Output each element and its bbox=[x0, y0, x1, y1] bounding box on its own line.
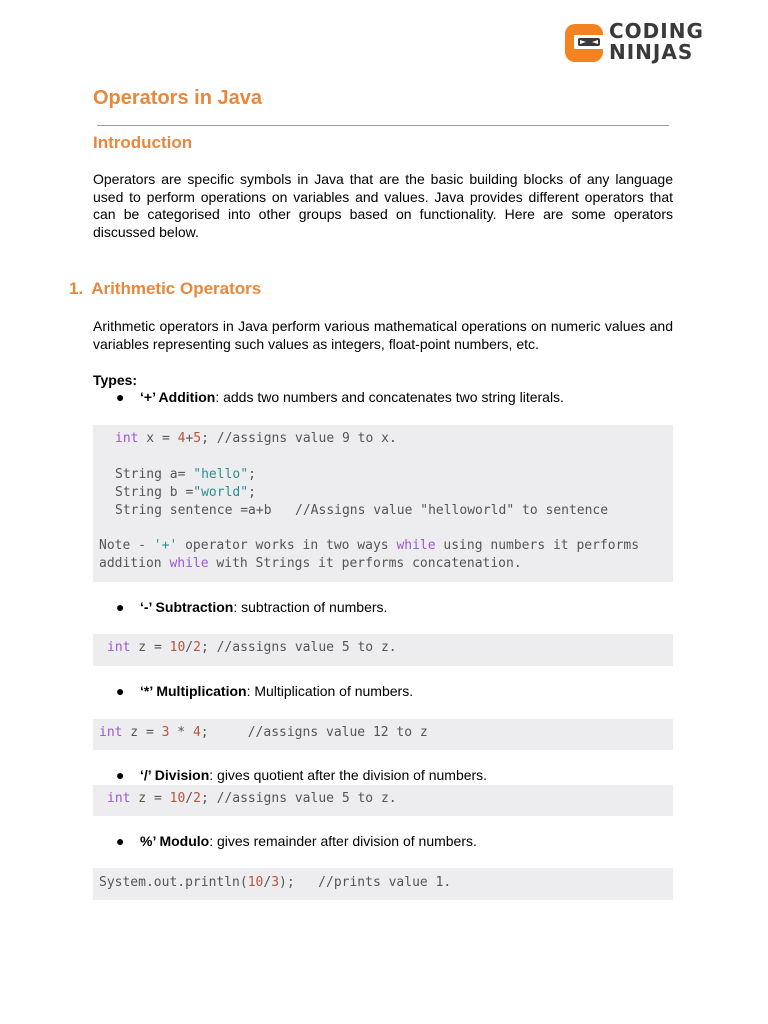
bullet-modulo bbox=[116, 833, 477, 850]
logo-wordmark bbox=[609, 21, 704, 63]
bullet-desc: : Multiplication of numbers. bbox=[246, 683, 414, 699]
code-line: int z = 10/2; //assigns value 5 to z. bbox=[107, 791, 397, 806]
bullet-desc: : gives quotient after the division of numbers. bbox=[209, 767, 488, 783]
bullet-term: %’ Modulo bbox=[140, 833, 210, 849]
bullet-term: ‘/’ Division bbox=[140, 767, 210, 783]
ninja-logo-icon bbox=[564, 23, 604, 63]
bullet-dot: ● bbox=[116, 833, 125, 849]
section-title: Arithmetic Operators bbox=[91, 279, 262, 298]
bullet-dot: ● bbox=[116, 683, 125, 699]
bullet-dot: ● bbox=[116, 599, 125, 615]
types-label: Types: bbox=[93, 372, 138, 388]
code-block-modulo bbox=[93, 868, 673, 900]
bullet-division bbox=[116, 767, 487, 784]
section-number: 1. bbox=[69, 279, 84, 298]
arithmetic-paragraph: Arithmetic operators in Java perform various mathematical operations on numeric values and variables representing such values as integers, float-point numbers, etc. bbox=[93, 318, 673, 352]
bullet-desc: : subtraction of numbers. bbox=[233, 599, 388, 615]
bullet-multiplication bbox=[116, 683, 413, 700]
bullet-desc: : adds two numbers and concatenates two string literals. bbox=[215, 389, 564, 405]
code-block-division bbox=[93, 785, 673, 816]
intro-paragraph: Operators are specific symbols in Java that are the basic building blocks of any language used to perform operations on variables and values. Java provides different operators that can be categorised into other groups based on functionality. Here are some operators discussed below. bbox=[93, 171, 673, 240]
code-line: String a= "hello"; bbox=[115, 467, 256, 482]
code-note-line: addition while with Strings it performs concatenation. bbox=[99, 556, 522, 571]
code-line: String sentence =a+b //Assigns value "helloworld" to sentence bbox=[115, 503, 609, 518]
code-note-line: Note - '+' operator works in two ways while using numbers it performs bbox=[99, 538, 640, 553]
intro-heading: Introduction bbox=[93, 133, 193, 152]
section-arithmetic-heading bbox=[69, 279, 261, 299]
bullet-dot: ● bbox=[116, 767, 125, 783]
bullet-addition bbox=[116, 389, 564, 406]
code-line: int x = 4+5; //assigns value 9 to x. bbox=[115, 431, 397, 446]
code-block-multiplication bbox=[93, 719, 673, 750]
coding-ninjas-logo bbox=[564, 19, 706, 66]
code-line: System.out.println(10/3); //prints value 1. bbox=[99, 875, 452, 890]
logo-line-1: CODING bbox=[609, 19, 704, 43]
code-line: int z = 10/2; //assigns value 5 to z. bbox=[107, 640, 397, 655]
title-divider bbox=[97, 125, 669, 126]
bullet-term: ‘*’ Multiplication bbox=[140, 683, 247, 699]
code-line: String b ="world"; bbox=[115, 485, 256, 500]
bullet-term: ‘-’ Subtraction bbox=[140, 599, 234, 615]
code-line: int z = 3 * 4; //assigns value 12 to z bbox=[99, 725, 428, 740]
page-title: Operators in Java bbox=[93, 87, 262, 109]
code-block-addition bbox=[93, 425, 673, 582]
bullet-subtraction bbox=[116, 599, 387, 616]
bullet-desc: : gives remainder after division of numbers. bbox=[209, 833, 477, 849]
bullet-term: ‘+’ Addition bbox=[140, 389, 216, 405]
logo-line-2: NINJAS bbox=[609, 40, 694, 64]
code-block-subtraction bbox=[93, 634, 673, 666]
bullet-dot: ● bbox=[116, 389, 125, 405]
